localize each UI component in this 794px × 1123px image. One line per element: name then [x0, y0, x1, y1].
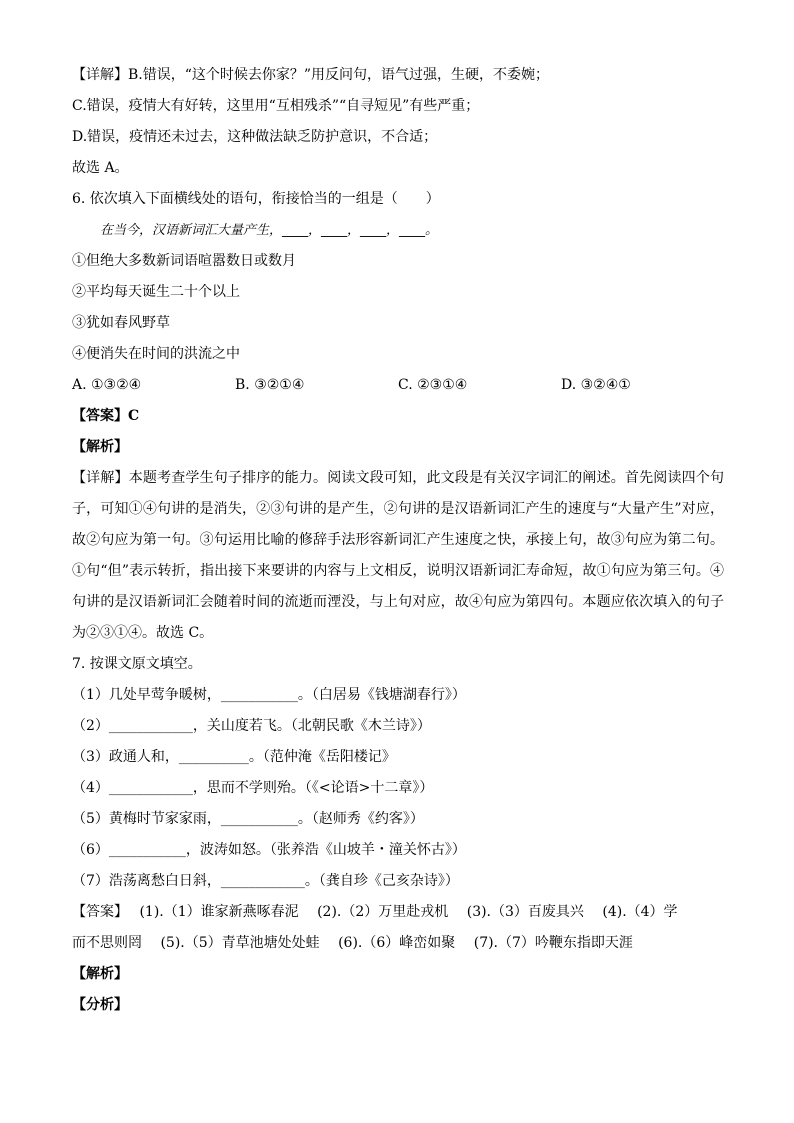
q6-option-b: B. ③②①④ [235, 377, 305, 393]
q6-option-d: D. ③②④① [561, 377, 631, 393]
q7-item-1: （1）几处早莺争暖树，___________。（白居易《钱塘湖春行》） [72, 687, 466, 703]
q6-option-a: A. ①③②④ [72, 377, 142, 393]
q7-answer-line-1: 【答案】 (1).（1）谁家新燕啄春泥 (2).（2）万里赴戎机 (3).（3）百废具兴 (4).（4）学 [72, 904, 678, 920]
q7-item-6: （6）___________，波涛如怒。（张养浩《山坡羊・潼关怀古》） [72, 842, 466, 858]
q6-options [72, 370, 724, 401]
q5-conclusion: 故选 A。 [72, 160, 129, 176]
q6-option-c: C. ②③①④ [398, 377, 468, 393]
q7-item-4: （4）____________，思而不学则殆。（《<论语>十二章》） [72, 780, 434, 796]
q6-item-1: ①但绝大多数新词语喧嚣数日或数月 [72, 253, 296, 269]
q5-detail-b: 【详解】B.错误，“这个时候去你家？”用反问句，语气过强，生硬，不委婉； [72, 67, 550, 83]
q6-item-3: ③犹如春风野草 [72, 315, 170, 331]
document-page [72, 60, 724, 1021]
q6-answer: 【答案】C [72, 408, 140, 424]
q7-analysis-sub: 【分析】 [72, 997, 128, 1013]
q6-item-2: ②平均每天诞生二十个以上 [72, 284, 240, 300]
q5-line-c: C.错误，疫情大有好转，这里用“互相残杀”“自寻短见”有些严重； [72, 98, 480, 114]
q7-item-3: （3）政通人和，__________。（范仲淹《岳阳楼记》 [72, 749, 396, 765]
q6-analysis-label: 【解析】 [72, 439, 128, 455]
q7-item-2: （2）____________，关山度若飞。（北朝民歌《木兰诗》） [72, 718, 431, 734]
q7-stem: 7. 按课文原文填空。 [72, 656, 202, 672]
q6-detail: 【详解】本题考查学生句子排序的能力。阅读文段可知，此文段是有关汉字词汇的阐述。首先阅读四个句子，可知①④句讲的是消失，②③句讲的是产生，②句讲的是汉语新词汇产生的速度与“大量产生”对应，故②句应为第一句。③句运用比喻的修辞手法形容新词汇产生速度之快，承接上句，故③句应为第二句。①句“但”表示转折，指出接下来要讲的内容与上文相反，说明汉语新词汇寿命短，故①句应为第三句。④句讲的是汉语新词汇会随着时间的流逝而湮没，与上句对应，故④句应为第四句。本题应依次填入的句子为②③①④。故选 C。 [72, 470, 724, 641]
q6-item-4: ④便消失在时间的洪流之中 [72, 346, 240, 362]
q5-line-d: D.错误，疫情还未过去，这种做法缺乏防护意识，不合适； [72, 129, 438, 145]
q6-passage: 在当今，汉语新词汇大量产生，____，____，____，____。 [100, 223, 439, 238]
q6-stem: 6. 依次填入下面横线处的语句，衔接恰当的一组是（ ） [72, 191, 440, 207]
q7-answer-line-2: 而不思则罔 (5).（5）青草池塘处处蛙 (6).（6）峰峦如聚 (7).（7）吟鞭东指即天涯 [72, 935, 633, 951]
q7-item-5: （5）黄梅时节家家雨，___________。（赵师秀《约客》） [72, 811, 424, 827]
q7-item-7: （7）浩荡离愁白日斜，____________。（龚自珍《己亥杂诗》） [72, 873, 459, 889]
q7-analysis-label: 【解析】 [72, 966, 128, 982]
